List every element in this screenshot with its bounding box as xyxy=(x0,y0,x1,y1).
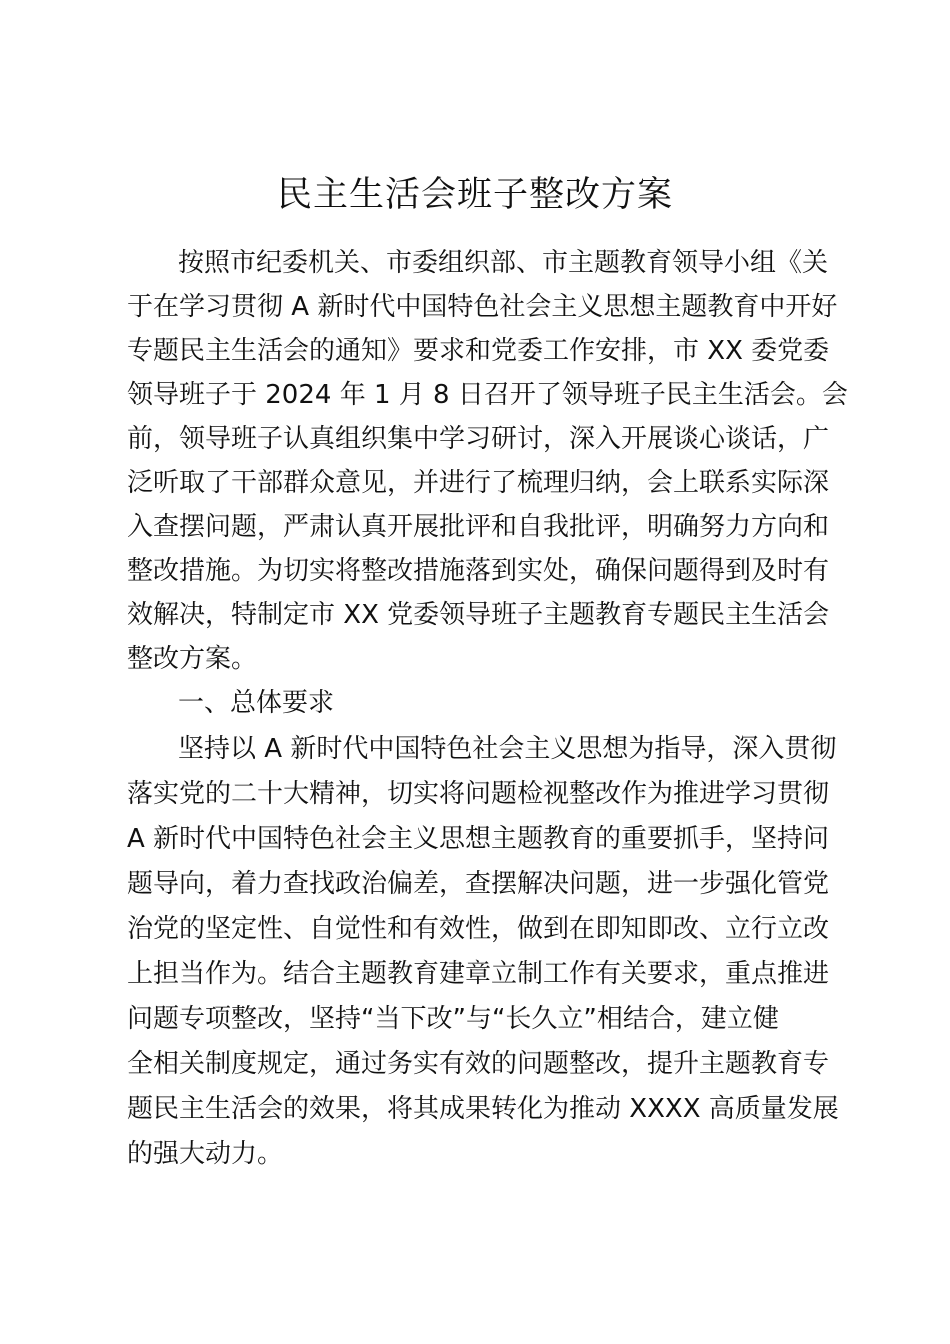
paragraph2-line-7: 问题专项整改，坚持“当下改”与“长久立”相结合，建立健 xyxy=(127,1004,779,1034)
paragraph2-line-4: 题导向，着力查找政治偏差，查摆解决问题，进一步强化管党 xyxy=(127,869,830,899)
document-title: 民主生活会班子整改方案 xyxy=(276,175,673,215)
paragraph2-line-9: 题民主生活会的效果，将其成果转化为推动 XXXX 高质量发展 xyxy=(127,1094,839,1124)
paragraph1-line-8: 整改措施。为切实将整改措施落到实处，确保问题得到及时有 xyxy=(127,556,830,586)
paragraph1-line-2: 于在学习贯彻 A 新时代中国特色社会主义思想主题教育中开好 xyxy=(127,292,838,322)
paragraph1-line-7: 入查摆问题，严肃认真开展批评和自我批评，明确努力方向和 xyxy=(127,512,830,542)
paragraph2-line-10: 的强大动力。 xyxy=(127,1139,284,1169)
paragraph2-line-2: 落实党的二十大精神，切实将问题检视整改作为推进学习贯彻 xyxy=(127,779,830,809)
paragraph1-line-10: 整改方案。 xyxy=(127,644,258,674)
paragraph1-line-4: 领导班子于 2024 年 1 月 8 日召开了领导班子民主生活会。会 xyxy=(127,380,848,410)
paragraph2-line-6: 上担当作为。结合主题教育建章立制工作有关要求，重点推进 xyxy=(127,959,830,989)
section1-heading: 一、总体要求 xyxy=(178,688,335,718)
paragraph1-line-1: 按照市纪委机关、市委组织部、市主题教育领导小组《关 xyxy=(178,248,829,278)
paragraph1-line-5: 前，领导班子认真组织集中学习研讨，深入开展谈心谈话，广 xyxy=(127,424,830,454)
paragraph1-line-6: 泛听取了干部群众意见，并进行了梳理归纳，会上联系实际深 xyxy=(127,468,830,498)
paragraph1-line-3: 专题民主生活会的通知》要求和党委工作安排，市 XX 委党委 xyxy=(127,336,830,366)
paragraph1-line-9: 效解决，特制定市 XX 党委领导班子主题教育专题民主生活会 xyxy=(127,600,830,630)
paragraph2-line-3: A 新时代中国特色社会主义思想主题教育的重要抓手，坚持问 xyxy=(127,824,830,854)
paragraph2-line-5: 治党的坚定性、自觉性和有效性，做到在即知即改、立行立改 xyxy=(127,914,830,944)
paragraph2-line-1: 坚持以 A 新时代中国特色社会主义思想为指导，深入贯彻 xyxy=(178,734,837,764)
paragraph2-line-8: 全相关制度规定，通过务实有效的问题整改，提升主题教育专 xyxy=(127,1049,830,1079)
